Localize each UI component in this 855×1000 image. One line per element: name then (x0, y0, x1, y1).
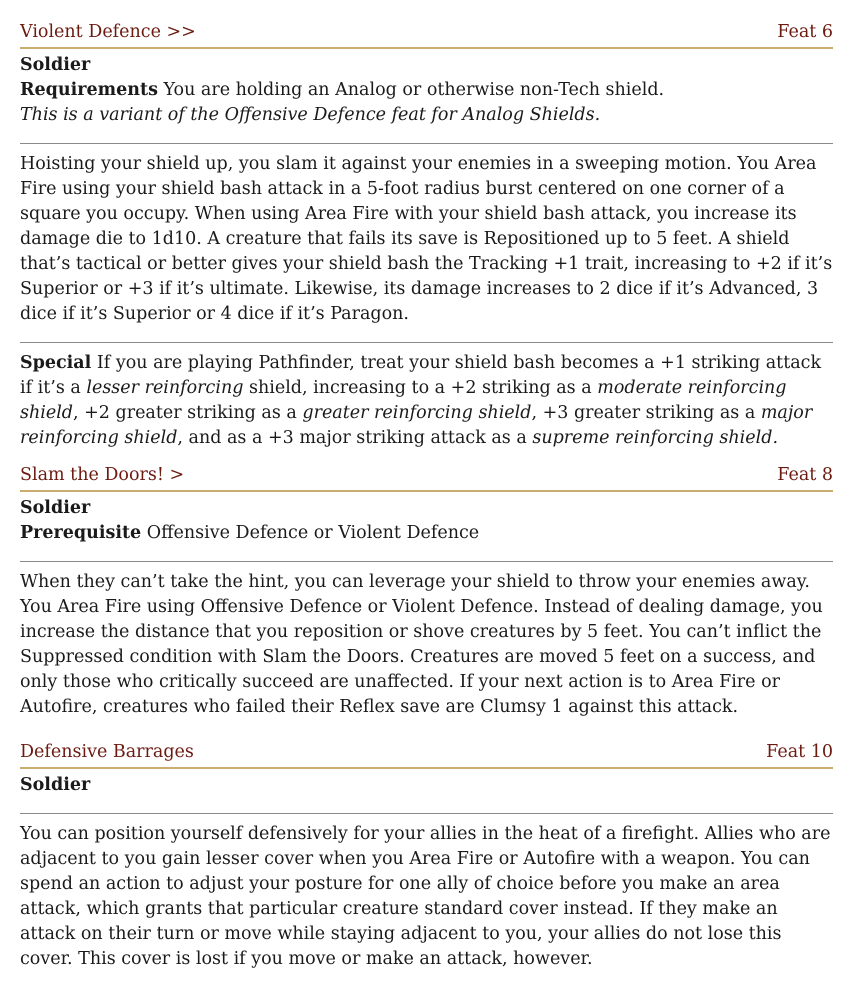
feat-body: Hoisting your shield up, you slam it against your enemies in a sweeping motion. You Area Fire using your shield bash attack in a 5-foot radius burst centered on one corner of a square you occupy. When using Area Fire with your shield bash attack, you increase its damage die to 1d10. A creature that fails its save is Repositioned up to 5 feet. A shield that’s tactical or better gives your shield bash the Tracking +1 trait, increasing to +2 if it’s Superior or +3 if it’s ultimate. Likewise, its damage increases to 2 dice if it’s Advanced, 3 dice if it’s Superior or 4 dice if it’s Paragon. (20, 154, 833, 324)
feat-body: When they can’t take the hint, you can leverage your shield to throw your enemies away. You Area Fire using Offensive Defence or Violent Defence. Instead of dealing damage, you increase the distance that you reposition or shove creatures by 5 feet. You can’t inflict the Suppressed condition with Slam the Doors. Creatures are moved 5 feet on a success, and only those who critically succeed are unaffected. If your next action is to Area Fire or Autofire, creatures who failed their Reflex save are Clumsy 1 against this attack. (20, 572, 823, 717)
feat-level: Feat 6 (777, 22, 833, 42)
feat-defensive-barrages (20, 740, 833, 972)
special-text: , +2 greater striking as a (73, 403, 303, 423)
special-label: Special (20, 353, 92, 373)
special-italic: moderate reinforcing shield (20, 378, 787, 423)
feat-violent-defence (20, 20, 833, 451)
feat-note: This is a variant of the Offensive Defence feat for Analog Shields. (20, 105, 601, 125)
feat-special (20, 351, 833, 451)
feat-body: You can position yourself defensively for your allies in the heat of a firefight. Allies who are adjacent to you gain lesser cover when you Area Fire or Autofire with a weapon. You can spend an action to adjust your posture for one ally of choice before you make an area attack, which grants that particular creature standard cover instead. If they make an attack on their turn or move while staying adjacent to you, your allies do not lose this cover. This cover is lost if you move or make an attack, however. (20, 824, 831, 969)
divider (20, 813, 833, 814)
feat-slam-the-doors (20, 463, 833, 720)
feat-title: Slam the Doors! > (20, 465, 185, 485)
feat-trait: Soldier (20, 775, 91, 795)
feat-level: Feat 8 (777, 465, 833, 485)
divider (20, 342, 833, 343)
feat-header (20, 463, 833, 492)
feat-title: Violent Defence >> (20, 22, 196, 42)
feat-level: Feat 10 (766, 742, 833, 762)
divider (20, 143, 833, 144)
feat-header (20, 20, 833, 49)
special-text: , +3 greater striking as a (531, 403, 761, 423)
divider (20, 561, 833, 562)
feat-requirements (20, 78, 833, 103)
prerequisite-label: Prerequisite (20, 523, 142, 543)
special-text: If you are playing Pathfinder, treat your shield bash becomes a +1 striking attack if it’s a (20, 353, 822, 398)
special-italic: supreme reinforcing shield. (532, 428, 779, 448)
prerequisite-text: Offensive Defence or Violent Defence (141, 523, 480, 543)
feat-header (20, 740, 833, 769)
feat-prerequisite (20, 521, 833, 546)
feat-trait: Soldier (20, 55, 91, 75)
requirements-label: Requirements (20, 80, 158, 100)
special-text: , and as a +3 major striking attack as a (177, 428, 533, 448)
special-text: shield, increasing to a +2 striking as a (243, 378, 598, 398)
feat-title: Defensive Barrages (20, 742, 194, 762)
feat-trait: Soldier (20, 498, 91, 518)
special-italic: major reinforcing shield (20, 403, 813, 448)
special-italic: lesser reinforcing (86, 378, 244, 398)
requirements-text: You are holding an Analog or otherwise non-Tech shield. (157, 80, 665, 100)
special-italic: greater reinforcing shield (302, 403, 532, 423)
